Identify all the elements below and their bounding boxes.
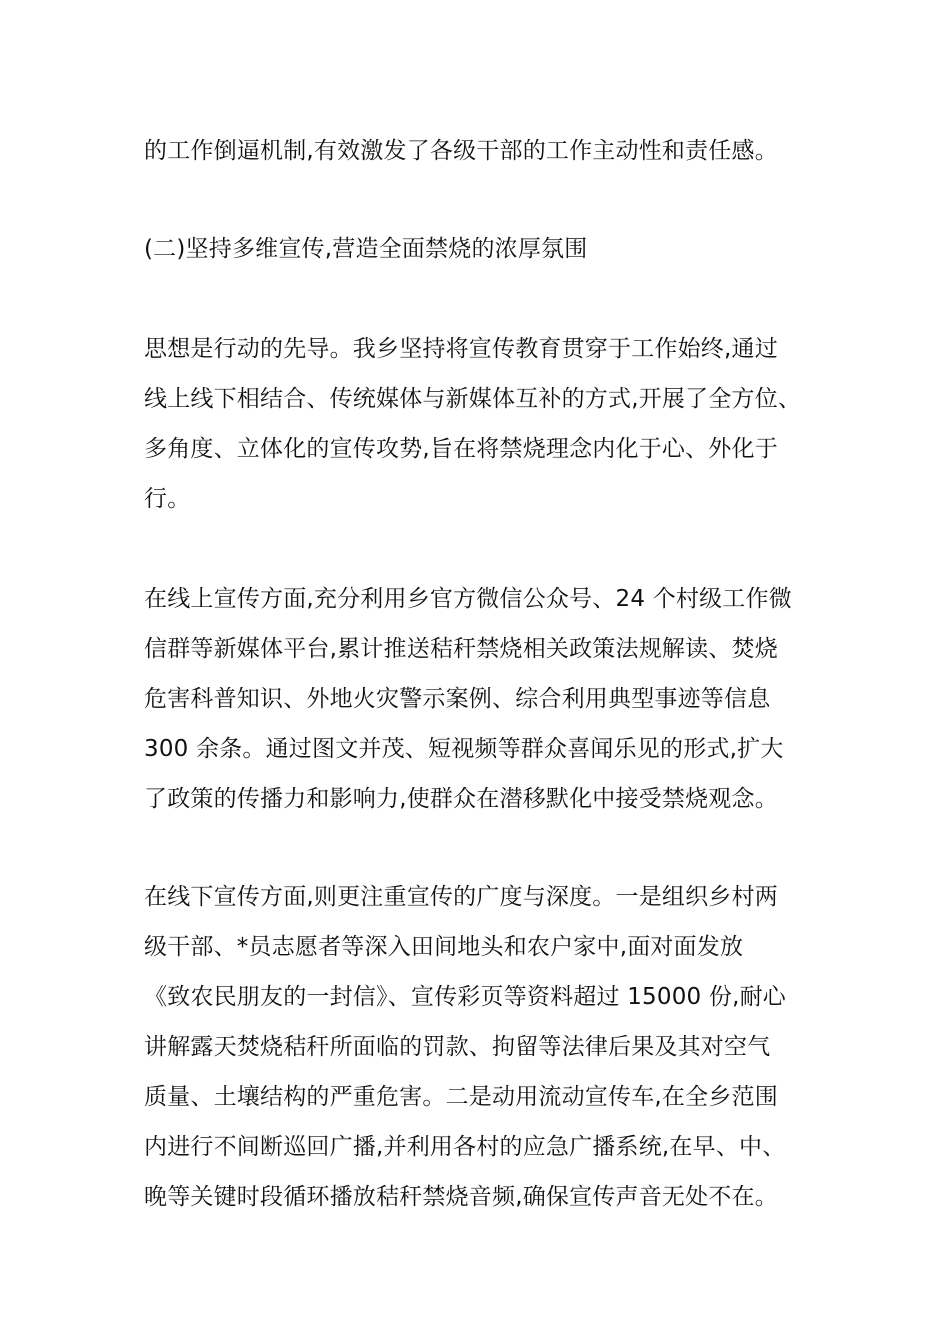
section-heading xyxy=(144,224,844,274)
text-line: 线上线下相结合、传统媒体与新媒体互补的方式,开展了全方位、 xyxy=(144,386,802,412)
paragraph-propaganda-intro xyxy=(144,324,844,524)
text-line: 了政策的传播力和影响力,使群众在潜移默化中接受禁烧观念。 xyxy=(144,786,778,812)
text-line: 的工作倒逼机制,有效激发了各级干部的工作主动性和责任感。 xyxy=(144,138,778,164)
paragraph-online-propaganda xyxy=(144,574,844,824)
text-line: 多角度、立体化的宣传攻势,旨在将禁烧理念内化于心、外化于 xyxy=(144,436,778,462)
text-line: 300 余条。通过图文并茂、短视频等群众喜闻乐见的形式,扩大 xyxy=(144,736,784,762)
paragraph-offline-propaganda xyxy=(144,872,844,1222)
paragraph-work-mechanism xyxy=(144,126,844,176)
text-line: 行。 xyxy=(144,486,191,512)
text-line: 讲解露天焚烧秸秆所面临的罚款、拘留等法律后果及其对空气 xyxy=(144,1034,771,1060)
text-line: 在线下宣传方面,则更注重宣传的广度与深度。一是组织乡村两 xyxy=(144,884,778,910)
text-line: 危害科普知识、外地火灾警示案例、综合利用典型事迹等信息 xyxy=(144,686,771,712)
heading-line: (二)坚持多维宣传,营造全面禁烧的浓厚氛围 xyxy=(144,236,588,262)
text-line: 级干部、*员志愿者等深入田间地头和农户家中,面对面发放 xyxy=(144,934,744,960)
text-line: 内进行不间断巡回广播,并利用各村的应急广播系统,在早、中、 xyxy=(144,1134,786,1160)
text-line: 思想是行动的先导。我乡坚持将宣传教育贯穿于工作始终,通过 xyxy=(144,336,778,362)
text-line: 晚等关键时段循环播放秸秆禁烧音频,确保宣传声音无处不在。 xyxy=(144,1184,778,1210)
text-line: 在线上宣传方面,充分利用乡官方微信公众号、24 个村级工作微 xyxy=(144,586,792,612)
text-line: 《致农民朋友的一封信》、宣传彩页等资料超过 15000 份,耐心 xyxy=(144,984,786,1010)
text-line: 信群等新媒体平台,累计推送秸秆禁烧相关政策法规解读、焚烧 xyxy=(144,636,778,662)
text-line: 质量、土壤结构的严重危害。二是动用流动宣传车,在全乡范围 xyxy=(144,1084,778,1110)
